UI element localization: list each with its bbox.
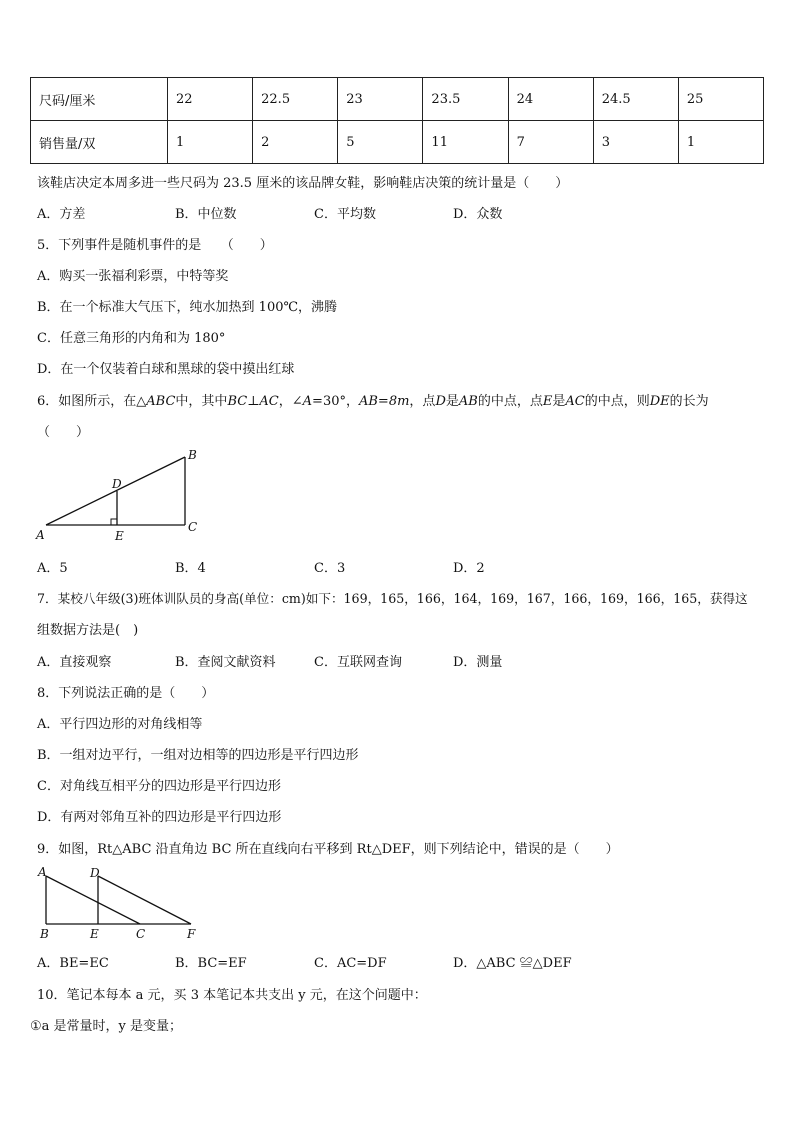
table-header-sales: 销售量/双 [31, 121, 168, 164]
q8-option-a: A．平行四边形的对角线相等 [37, 717, 203, 732]
q5-option-b: B．在一个标准大气压下，纯水加热到 100℃，沸腾 [37, 300, 338, 315]
q6-text: ，∠ [278, 394, 303, 409]
q6-var: DE [649, 394, 670, 409]
q8-option-c: C．对角线互相平分的四边形是平行四边形 [37, 779, 281, 794]
q4-option-c: C．平均数 [314, 207, 376, 222]
q6-right-angle-mark [111, 519, 117, 525]
q9-label-b: B [40, 927, 49, 941]
q6-option-c: C．3 [314, 561, 346, 576]
q9-label-a: A [38, 865, 47, 879]
table-cell-size: 25 [678, 78, 763, 121]
q6-var: AB=8m [358, 394, 410, 409]
q6-var: BC⊥AC [227, 394, 279, 409]
table-cell-sales: 5 [338, 121, 423, 164]
q7-option-d: D．测量 [453, 655, 503, 670]
table-cell-size: 24.5 [593, 78, 678, 121]
q8-option-b: B．一组对边平行，一组对边相等的四边形是平行四边形 [37, 748, 359, 763]
q6-label-a: A [36, 528, 45, 542]
table-cell-sales: 7 [508, 121, 593, 164]
q10-stem: 10．笔记本每本 a 元，买 3 本笔记本共支出 y 元，在这个问题中： [37, 988, 427, 1003]
q9-option-b: B．BC=EF [175, 956, 247, 971]
q6-var: A [302, 394, 313, 409]
q6-text: 中，其中 [175, 394, 228, 409]
q7-option-c: C．互联网查询 [314, 655, 402, 670]
q6-var: D [435, 394, 446, 409]
q4-option-d: D．众数 [453, 207, 503, 222]
q6-text: 是 [552, 394, 566, 409]
q9-label-c: C [136, 927, 146, 941]
q10-item-1: ①a 是常量时，y 是变量； [30, 1019, 183, 1034]
q6-stem-line2: （ ） [37, 425, 90, 440]
q4-option-a: A．方差 [37, 207, 86, 222]
q7-option-b: B．查阅文献资料 [175, 655, 276, 670]
q6-var: AB [458, 394, 478, 409]
q6-text: 是 [445, 394, 459, 409]
q9-stem: 9．如图，Rt△ABC 沿直角边 BC 所在直线向右平移到 Rt△DEF，则下列结论中，错误的是（ ） [37, 842, 619, 857]
q8-option-d: D．有两对邻角互补的四边形是平行四边形 [37, 810, 282, 825]
q9-label-e: E [90, 927, 99, 941]
q9-label-d: D [90, 866, 100, 880]
table-cell-size: 23.5 [423, 78, 508, 121]
q6-option-a: A．5 [37, 561, 68, 576]
table-cell-sales: 2 [253, 121, 338, 164]
q5-option-a: A．购买一张福利彩票，中特等奖 [37, 269, 229, 284]
q6-label-e: E [115, 529, 124, 543]
q6-text: 的中点，点 [477, 394, 543, 409]
q6-label-b: B [188, 448, 197, 462]
q6-label-d: D [112, 477, 122, 491]
table-row-sales [31, 121, 764, 164]
q8-stem: 8．下列说法正确的是（ ） [37, 686, 215, 701]
q6-option-d: D．2 [453, 561, 485, 576]
q9-line-ac [46, 876, 140, 924]
q6-triangle-figure [30, 445, 210, 545]
table-cell-size: 24 [508, 78, 593, 121]
table-row-sizes [31, 78, 764, 121]
q6-text: 的长为 [669, 394, 709, 409]
table-cell-size: 22.5 [253, 78, 338, 121]
q5-option-c: C．任意三角形的内角和为 180° [37, 331, 226, 346]
q6-line-ab [46, 457, 185, 525]
q6-text: 6．如图所示，在△ [37, 394, 147, 409]
q5-stem: 5．下列事件是随机事件的是 （ ） [37, 238, 273, 253]
table-cell-sales: 1 [678, 121, 763, 164]
q9-option-a: A．BE=EC [37, 956, 109, 971]
q6-var: ABC [146, 394, 176, 409]
q6-text: =30°， [312, 394, 359, 409]
q6-label-c: C [188, 520, 198, 534]
q4-option-b: B．中位数 [175, 207, 237, 222]
table-cell-sales: 11 [423, 121, 508, 164]
size-sales-table [30, 77, 764, 164]
q6-text: ，点 [409, 394, 436, 409]
q7-stem-line2: 组数据方法是( ) [37, 623, 139, 638]
table-cell-sales: 1 [168, 121, 253, 164]
q9-translation-figure [30, 862, 210, 942]
q6-text: 的中点，则 [584, 394, 650, 409]
q9-option-c: C．AC=DF [314, 956, 387, 971]
q6-option-b: B．4 [175, 561, 206, 576]
table-cell-size: 23 [338, 78, 423, 121]
q6-stem [37, 390, 709, 409]
table-header-size: 尺码/厘米 [31, 78, 168, 121]
q9-option-d: D．△ABC ≌△DEF [453, 956, 572, 971]
q7-stem-line1: 7．某校八年级(3)班体训队员的身高(单位：cm)如下：169，165，166，164，169，167，166，169，166，165，获得这 [37, 591, 748, 606]
table-cell-size: 22 [168, 78, 253, 121]
q4-text: 该鞋店决定本周多进一些尺码为 23.5 厘米的该品牌女鞋，影响鞋店决策的统计量是（ ） [37, 176, 569, 191]
q9-label-f: F [187, 927, 196, 941]
q6-var: AC [565, 394, 585, 409]
q7-option-a: A．直接观察 [37, 655, 112, 670]
q6-var: E [542, 394, 553, 409]
q5-option-d: D．在一个仅装着白球和黑球的袋中摸出红球 [37, 362, 295, 377]
table-cell-sales: 3 [593, 121, 678, 164]
q9-line-df [98, 876, 191, 924]
